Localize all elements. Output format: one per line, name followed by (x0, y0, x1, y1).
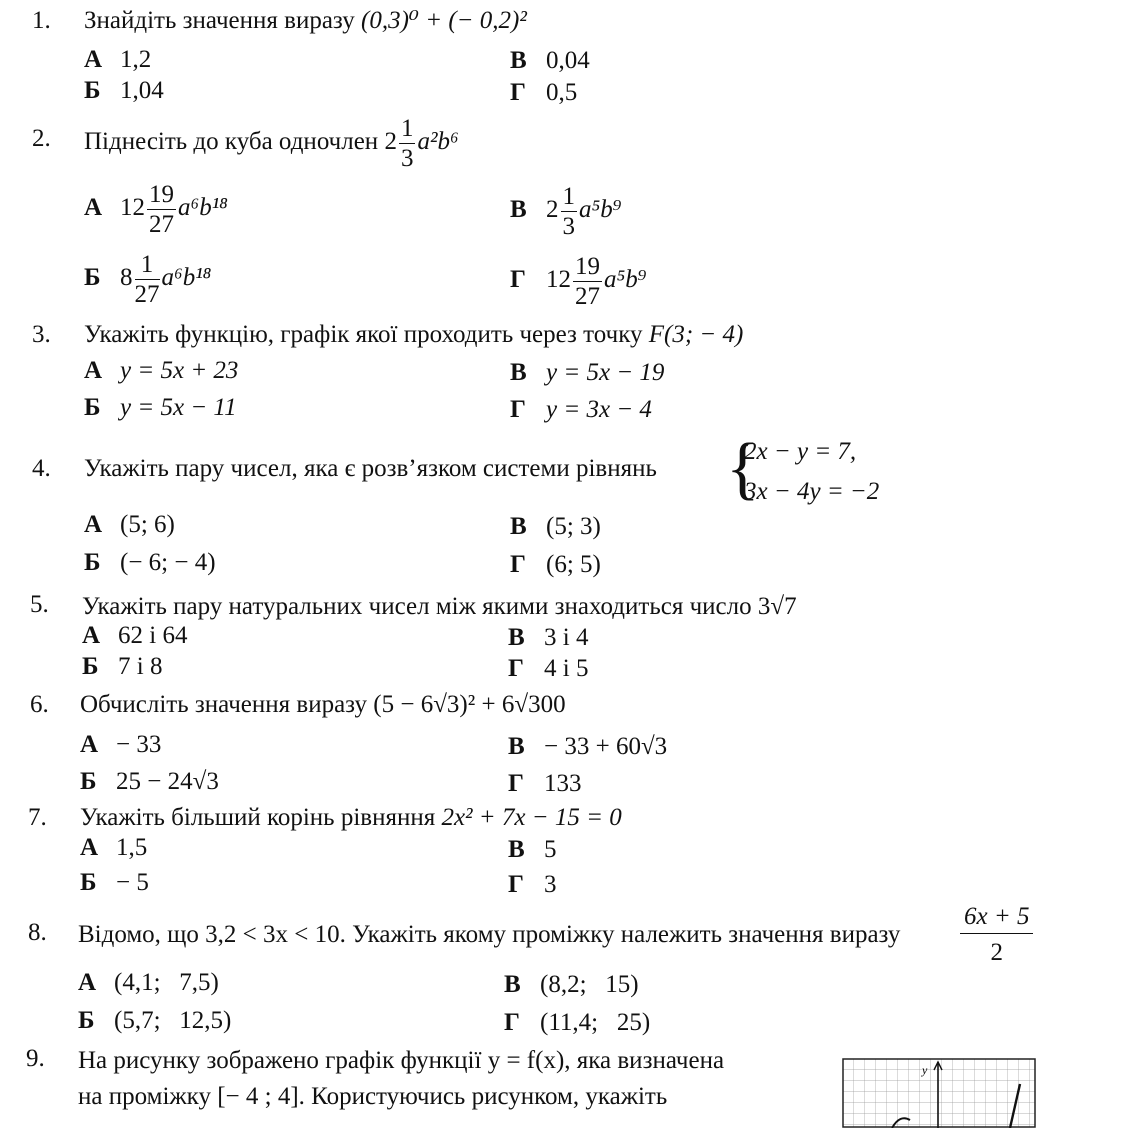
function-graph (842, 1058, 1036, 1128)
q3-option-v[interactable]: В y = 5x − 19 (510, 359, 665, 386)
q6-text: Обчисліть значення виразу (5 − 6√3)² + 6√300 (80, 691, 566, 718)
q7-text: Укажіть більший корінь рівняння 2x² + 7x − 15 = 0 (80, 804, 622, 831)
q5-option-a[interactable]: А 62 і 64 (82, 622, 188, 649)
q1-number: 1. (32, 7, 51, 34)
q8-fraction: $\frac{6x + 5}{2}$ (958, 904, 1035, 965)
q6-option-a[interactable]: А − 33 (80, 731, 162, 758)
q1-text: Знайдіть значення виразу (0,3)⁰ + (− 0,2)² (84, 7, 527, 34)
q2-option-g[interactable]: Г 12 $\frac{19}{27}$ a⁵b⁹ (510, 252, 647, 310)
q4-option-g[interactable]: Г (6; 5) (510, 551, 601, 578)
q9-line1: На рисунку зображено графік функції y = f(x), яка визначена (78, 1047, 725, 1074)
q8-number: 8. (28, 919, 47, 946)
q6-option-b[interactable]: Б 25 − 24√3 (80, 768, 219, 795)
q8-option-a[interactable]: А (4,1; 7,5) (78, 969, 219, 996)
q1-option-b[interactable]: Б 1,04 (84, 77, 164, 104)
q9-line2: на проміжку [− 4 ; 4]. Користуючись рисунком, укажіть (78, 1083, 668, 1110)
q3-option-a[interactable]: А y = 5x + 23 (84, 357, 239, 384)
q2-number: 2. (32, 125, 51, 152)
q3-number: 3. (32, 321, 51, 348)
q8-option-v[interactable]: В (8,2; 15) (504, 971, 639, 998)
q7-option-g[interactable]: Г 3 (508, 871, 557, 898)
q9-number: 9. (26, 1045, 45, 1072)
q3-option-g[interactable]: Г y = 3x − 4 (510, 396, 652, 423)
q4-text: Укажіть пару чисел, яка є розв’язком системи рівнянь (84, 455, 657, 482)
q1-option-g[interactable]: Г 0,5 (510, 79, 578, 106)
q3-text: Укажіть функцію, графік якої проходить через точку F(3; − 4) (84, 321, 744, 348)
q8-option-b[interactable]: Б (5,7; 12,5) (78, 1007, 232, 1034)
system-brace: { (726, 430, 760, 507)
q5-text: Укажіть пару натуральних чисел між якими знаходиться число 3√7 (82, 593, 797, 620)
q5-option-g[interactable]: Г 4 і 5 (508, 655, 589, 682)
q2-option-a[interactable]: А 12 $\frac{19}{27}$ a⁶b¹⁸ (84, 180, 228, 238)
q4-option-a[interactable]: А (5; 6) (84, 511, 175, 538)
q4-option-v[interactable]: В (5; 3) (510, 513, 601, 540)
q4-system-eq1: 2x − y = 7, (744, 438, 857, 465)
q6-number: 6. (30, 691, 49, 718)
q7-option-a[interactable]: А 1,5 (80, 834, 148, 861)
q4-system-eq2: 3x − 4y = −2 (744, 478, 880, 505)
q4-number: 4. (32, 455, 51, 482)
q5-option-b[interactable]: Б 7 і 8 (82, 653, 163, 680)
q2-text: Піднесіть до куба одночлен 2 $\frac{1}{3}$ a²b⁶ (84, 114, 459, 172)
q7-number: 7. (28, 804, 47, 831)
q2-option-v[interactable]: В 2 $\frac{1}{3}$ a⁵b⁹ (510, 182, 622, 240)
graph-grid (843, 1059, 1035, 1127)
q8-text: Відомо, що 3,2 < 3x < 10. Укажіть якому проміжку належить значення виразу (78, 921, 901, 948)
q5-option-v[interactable]: В 3 і 4 (508, 624, 589, 651)
q2-option-b[interactable]: Б 8 $\frac{1}{27}$ a⁶b¹⁸ (84, 250, 212, 308)
q6-option-v[interactable]: В − 33 + 60√3 (508, 733, 668, 760)
q1-option-a[interactable]: А 1,2 (84, 46, 152, 73)
q6-option-g[interactable]: Г 133 (508, 770, 582, 797)
q8-option-g[interactable]: Г (11,4; 25) (504, 1009, 651, 1036)
y-axis-label: y (922, 1063, 928, 1077)
q1-option-v[interactable]: В 0,04 (510, 47, 590, 74)
q7-option-v[interactable]: В 5 (508, 836, 557, 863)
q7-option-b[interactable]: Б − 5 (80, 869, 149, 896)
q3-option-b[interactable]: Б y = 5x − 11 (84, 394, 237, 421)
q5-number: 5. (30, 591, 49, 618)
q4-option-b[interactable]: Б (− 6; − 4) (84, 549, 216, 576)
